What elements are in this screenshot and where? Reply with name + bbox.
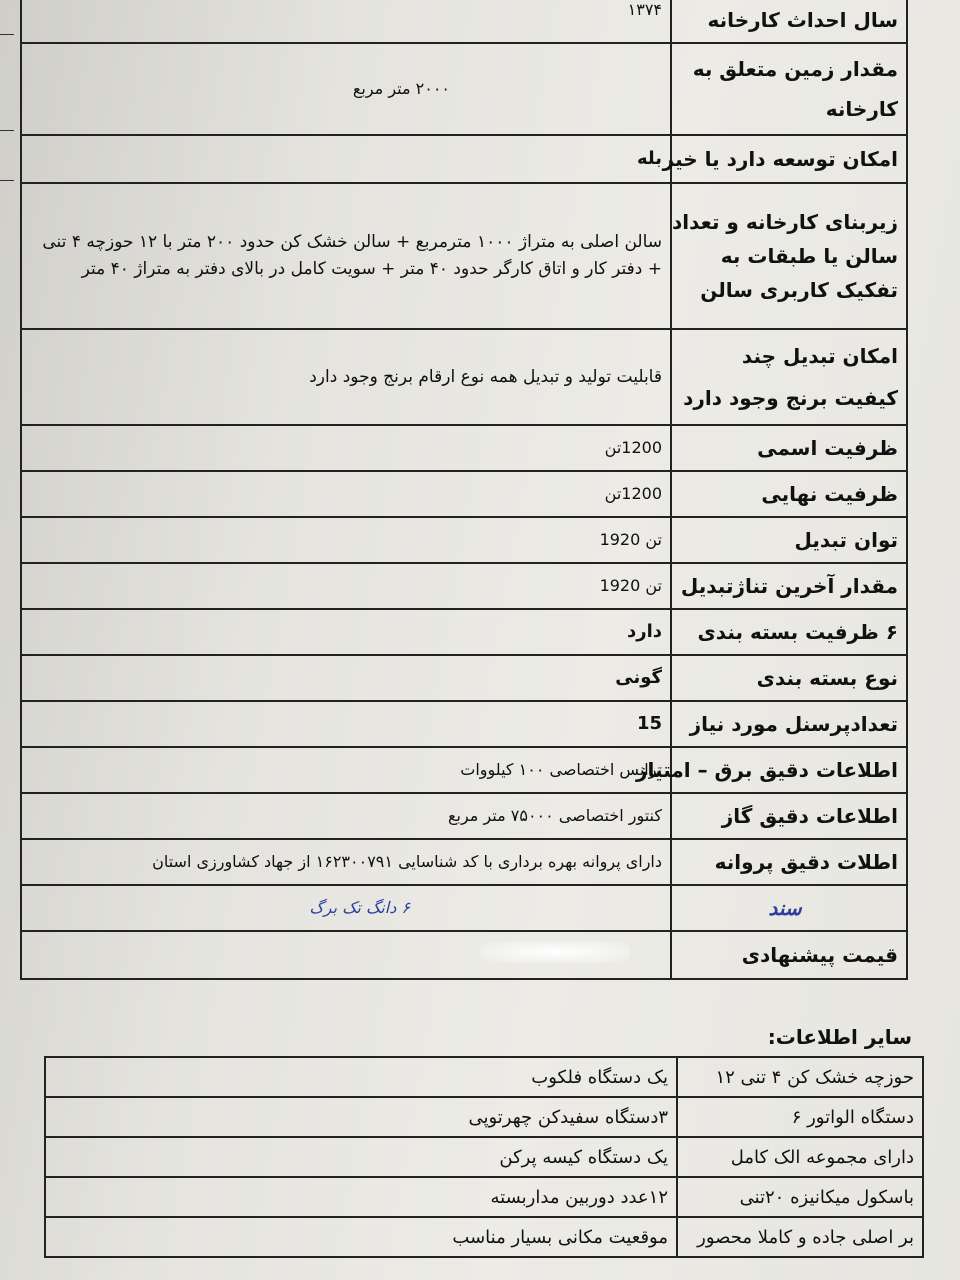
row-label: ظرفیت اسمی	[671, 425, 907, 471]
row-value: قابلیت تولید و تبدیل همه نوع ارقام برنج وجود دارد	[21, 329, 671, 425]
other-cell: یک دستگاه کیسه پرکن	[45, 1137, 677, 1177]
row-label: سال احداث کارخانه	[671, 0, 907, 43]
deed-value: ۶ دانگ تک برگ	[21, 885, 671, 931]
property-details-table	[20, 0, 908, 980]
table-row	[45, 1177, 923, 1217]
table-row	[21, 839, 907, 885]
row-label: اطلاعات دقیق برق – امتیاز	[671, 747, 907, 793]
table-row	[21, 0, 907, 43]
other-info-table	[44, 1056, 924, 1258]
margin-mark	[0, 130, 14, 131]
row-label: مقدار زمین متعلق به کارخانه	[671, 43, 907, 135]
row-label: امکان توسعه دارد یا خیر	[671, 135, 907, 183]
deed-label: سند	[671, 885, 907, 931]
row-label: تعدادپرسنل مورد نیاز	[671, 701, 907, 747]
row-label: امکان تبدیل چند کیفیت برنج وجود دارد	[671, 329, 907, 425]
table-row	[21, 135, 907, 183]
row-label: قیمت پیشنهادی	[671, 931, 907, 979]
table-row	[21, 517, 907, 563]
table-row	[21, 793, 907, 839]
table-row	[21, 701, 907, 747]
table-row	[21, 563, 907, 609]
table-row	[21, 425, 907, 471]
row-value: دارای پروانه بهره برداری با کد شناسایی ۱۶۲۳۰۰۷۹۱ از جهاد کشاورزی استان	[21, 839, 671, 885]
table-row	[45, 1137, 923, 1177]
other-cell: حوزچه خشک کن ۴ تنی ۱۲	[677, 1057, 923, 1097]
row-label: اطلاعات دقیق گاز	[671, 793, 907, 839]
row-value: دارد	[21, 609, 671, 655]
table-row	[21, 931, 907, 979]
other-cell: باسکول میکانیزه ۲۰تنی	[677, 1177, 923, 1217]
row-value: سالن اصلی به متراژ ۱۰۰۰ مترمربع + سالن خشک کن حدود ۲۰۰ متر با ۱۲ حوزچه ۴ تنی + دفتر کار و اتاق کارگر حدود ۴۰ متر + سویت کامل در بالای دفتر به متراژ ۴۰ متر	[21, 183, 671, 329]
table-row	[21, 471, 907, 517]
row-value: گونی	[21, 655, 671, 701]
other-cell: دارای مجموعه الک کامل	[677, 1137, 923, 1177]
table-row	[21, 885, 907, 931]
table-row	[21, 609, 907, 655]
row-label: توان تبدیل	[671, 517, 907, 563]
row-value: تن 1920	[21, 563, 671, 609]
row-label: ظرفیت نهایی	[671, 471, 907, 517]
other-cell: ۳دستگاه سفیدکن چهرتوپی	[45, 1097, 677, 1137]
row-value: ترانس اختصاصی ۱۰۰ کیلووات	[21, 747, 671, 793]
margin-mark	[0, 180, 14, 181]
row-label: نوع بسته بندی	[671, 655, 907, 701]
table-row	[45, 1097, 923, 1137]
row-value: 15	[21, 701, 671, 747]
table-row	[21, 183, 907, 329]
other-cell: موقعیت مکانی بسیار مناسب	[45, 1217, 677, 1257]
row-label: اطلات دقیق پروانه	[671, 839, 907, 885]
row-value: ۲۰۰۰ متر مربع	[21, 43, 671, 135]
other-cell: دستگاه الواتور ۶	[677, 1097, 923, 1137]
row-value: 1200تن	[21, 425, 671, 471]
other-cell: بر اصلی جاده و کاملا محصور	[677, 1217, 923, 1257]
price-value	[21, 931, 671, 979]
row-value: بله	[21, 135, 671, 183]
other-cell: ۱۲عدد دوربین مداربسته	[45, 1177, 677, 1217]
row-value: تن 1920	[21, 517, 671, 563]
table-row	[45, 1057, 923, 1097]
margin-mark	[0, 34, 14, 35]
table-row	[45, 1217, 923, 1257]
table-row	[21, 747, 907, 793]
other-info-title: سایر اطلاعات:	[767, 1025, 912, 1049]
row-value: کنتور اختصاصی ۷۵۰۰۰ متر مربع	[21, 793, 671, 839]
redacted-price	[480, 941, 630, 963]
table-row	[21, 43, 907, 135]
table-row	[21, 655, 907, 701]
row-label: ۶ ظرفیت بسته بندی	[671, 609, 907, 655]
row-value: 1200تن	[21, 471, 671, 517]
row-label: مقدار آخرین تناژتبدیل	[671, 563, 907, 609]
row-label: زیربنای کارخانه و تعداد سالن یا طبقات به تفکیک کاربری سالن	[671, 183, 907, 329]
table-row	[21, 329, 907, 425]
row-value: ۱۳۷۴	[21, 0, 671, 43]
other-cell: یک دستگاه فلکوب	[45, 1057, 677, 1097]
